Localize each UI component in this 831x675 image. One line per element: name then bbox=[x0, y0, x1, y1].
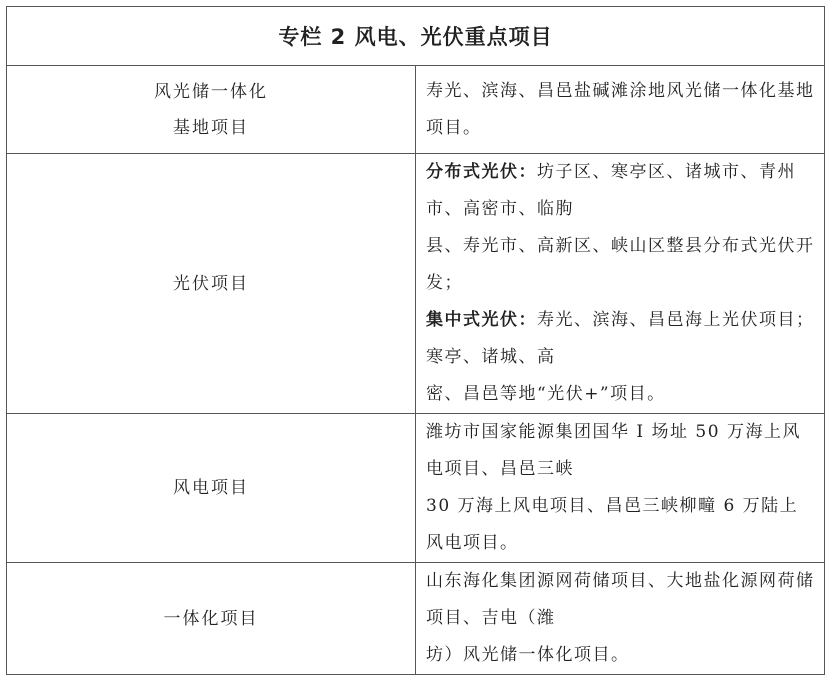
content-line: 县、寿光市、高新区、峡山区整县分布式光伏开发； bbox=[426, 236, 815, 293]
table-title-row bbox=[7, 7, 825, 66]
label-line: 风光储一体化 bbox=[154, 81, 268, 102]
content-line bbox=[426, 154, 816, 228]
content-line: 密、昌邑等地“光伏+”项目。 bbox=[426, 384, 666, 404]
row-label-wind-power bbox=[7, 414, 416, 563]
table-title: 专栏 2 风电、光伏重点项目 bbox=[7, 7, 825, 66]
label-line: 基地项目 bbox=[173, 117, 249, 138]
row-label-integration bbox=[7, 563, 416, 675]
content-line: 坊）风光储一体化项目。 bbox=[426, 645, 630, 665]
distributed-pv-heading: 分布式光伏： bbox=[426, 162, 537, 182]
table-row bbox=[7, 563, 825, 675]
content-line bbox=[426, 302, 816, 376]
row-content-pv-projects bbox=[416, 154, 825, 414]
content-text: 寿光、滨海、昌邑海上光伏项目；寒亭、诸城、高 bbox=[426, 310, 815, 367]
table-row bbox=[7, 66, 825, 154]
centralized-pv-heading: 集中式光伏： bbox=[426, 310, 537, 330]
row-label-pv-projects bbox=[7, 154, 416, 414]
content-line: 30 万海上风电项目、昌邑三峡柳疃 6 万陆上风电项目。 bbox=[426, 496, 799, 553]
row-content-integration bbox=[416, 563, 825, 675]
table-row bbox=[7, 414, 825, 563]
label-line: 一体化项目 bbox=[163, 608, 259, 629]
row-label-wind-solar-storage-base bbox=[7, 66, 416, 154]
label-line: 光伏项目 bbox=[173, 273, 249, 294]
table-row bbox=[7, 154, 825, 414]
content-line: 寿光、滨海、昌邑盐碱滩涂地风光储一体化基地项目。 bbox=[426, 80, 815, 138]
row-content-wind-power bbox=[416, 414, 825, 563]
project-table bbox=[6, 6, 825, 675]
label-line: 风电项目 bbox=[173, 478, 249, 498]
content-line: 山东海化集团源网荷储项目、大地盐化源网荷储项目、吉电（潍 bbox=[426, 571, 815, 628]
row-content-wind-solar-storage-base bbox=[416, 66, 825, 154]
content-text: 坊子区、寒亭区、诸城市、青州市、高密市、临朐 bbox=[426, 162, 796, 219]
content-line: 潍坊市国家能源集团国华 I 场址 50 万海上风电项目、昌邑三峡 bbox=[426, 422, 801, 479]
